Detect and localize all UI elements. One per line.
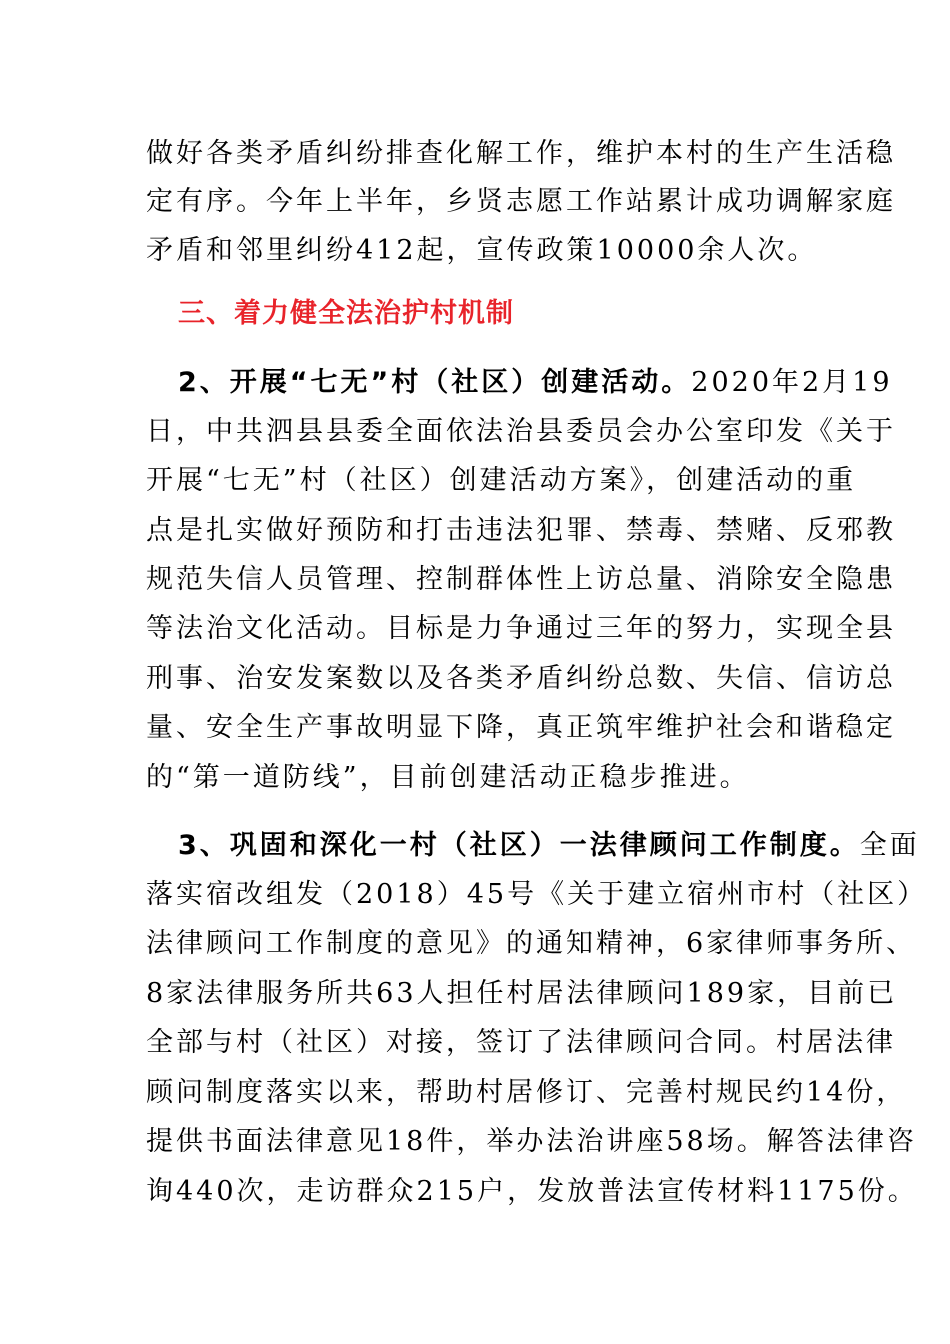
para2-first-line-rest: 2020年2月19: [691, 367, 893, 398]
para1-line-2: 定有序。今年上半年，乡贤志愿工作站累计成功调解家庭: [146, 186, 896, 217]
para2-line-6: 等法治文化活动。目标是力争通过三年的努力，实现全县: [146, 613, 896, 644]
para2-first-line: [178, 369, 893, 396]
para3-line-5: 全部与村（社区）对接，签订了法律顾问合同。村居法律: [146, 1027, 896, 1058]
para2-lead-title: 2、开展“七无”村（社区）创建活动。: [178, 367, 692, 398]
para3-line-8: 询440次，走访群众215户，发放普法宣传材料1175份。: [146, 1176, 918, 1207]
para3-first-line: [178, 832, 920, 859]
section-heading: 三、着力健全法治护村机制: [178, 298, 514, 329]
para3-line-3: 法律顾问工作制度的意见》的通知精神，6家律师事务所、: [146, 928, 917, 959]
para1-line-3: 矛盾和邻里纠纷412起，宣传政策10000余人次。: [146, 235, 818, 266]
para2-line-4: 点是扎实做好预防和打击违法犯罪、禁毒、禁赌、反邪教: [146, 515, 896, 546]
para2-line-7: 刑事、治安发案数以及各类矛盾纠纷总数、失信、信访总: [146, 663, 896, 694]
para2-line-9: 的“第一道防线”，目前创建活动正稳步推进。: [146, 762, 750, 793]
para3-line-2: 落实宿改组发（2018）45号《关于建立宿州市村（社区）: [146, 879, 928, 910]
para3-line-7: 提供书面法律意见18件，举办法治讲座58场。解答法律咨: [146, 1126, 917, 1157]
para2-line-5: 规范失信人员管理、控制群体性上访总量、消除安全隐患: [146, 564, 896, 595]
para2-line-8: 量、安全生产事故明显下降，真正筑牢维护社会和谐稳定: [146, 712, 896, 743]
para3-line-6: 顾问制度落实以来，帮助村居修订、完善村规民约14份，: [146, 1077, 907, 1108]
para3-line-4: 8家法律服务所共63人担任村居法律顾问189家，目前已: [146, 978, 898, 1009]
para3-first-line-rest: 全面: [859, 830, 920, 861]
para3-lead-title: 3、巩固和深化一村（社区）一法律顾问工作制度。: [178, 830, 860, 861]
para1-line-1: 做好各类矛盾纠纷排查化解工作，维护本村的生产生活稳: [146, 138, 896, 169]
para2-line-3: 开展“七无”村（社区）创建活动方案》，创建活动的重: [146, 465, 857, 496]
para2-line-2: 日，中共泗县县委全面依法治县委员会办公室印发《关于: [146, 416, 896, 447]
